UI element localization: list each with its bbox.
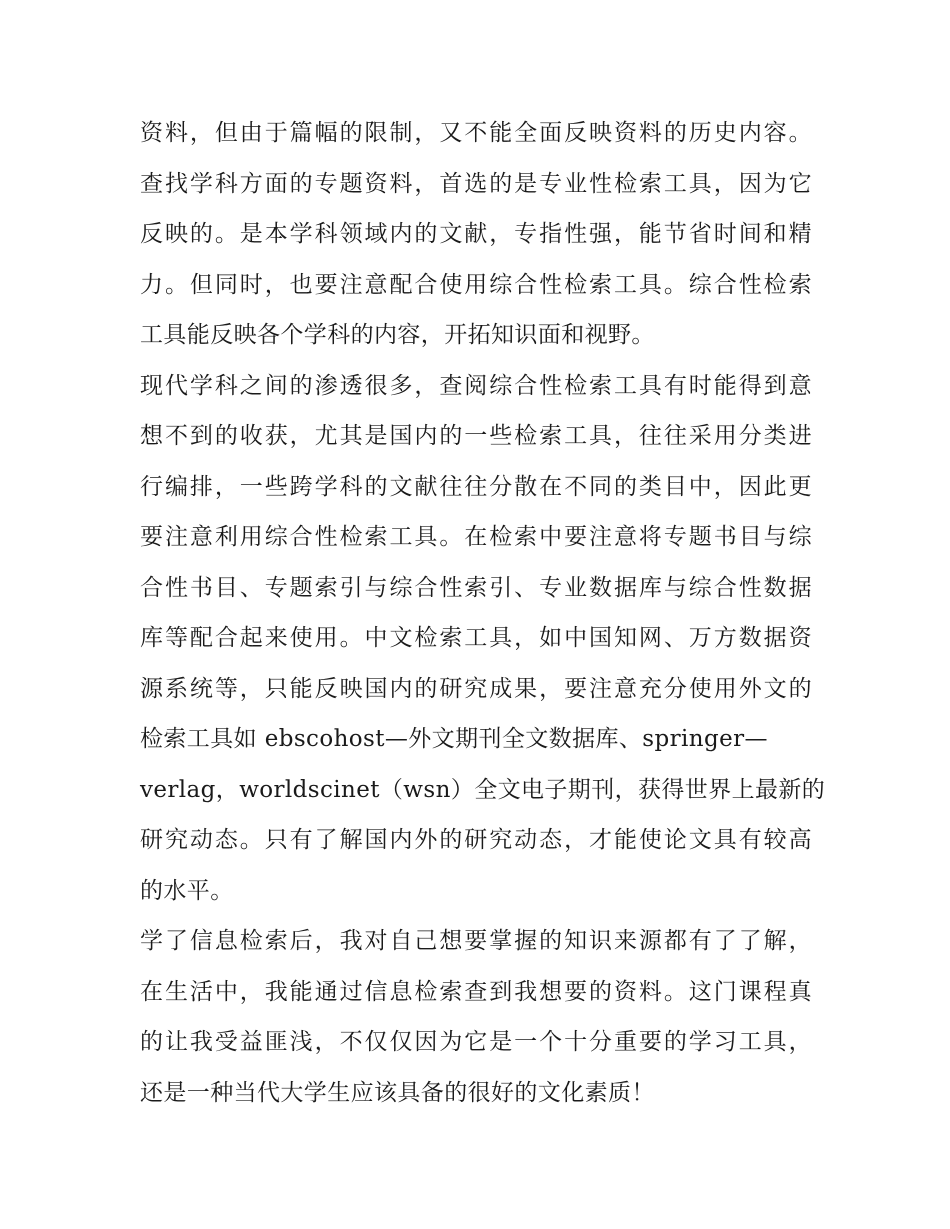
body-text [140,108,826,1118]
text-line: 力。但同时，也要注意配合使用综合性检索工具。综合性检索 [140,271,812,298]
text-line: 的水平。 [140,877,234,904]
text-line: 的让我受益匪浅，不仅仅因为它是一个十分重要的学习工具， [140,1029,812,1055]
text-line: 库等配合起来使用。中文检索工具，如中国知网、万方数据资 [140,625,812,651]
text-line: 还是一种当代大学生应该具备的很好的文化素质！ [140,1079,655,1106]
text-line: 在生活中，我能通过信息检索查到我想要的资料。这门课程真 [140,978,812,1005]
text-line: 反映的。是本学科领域内的文献，专指性强，能节省时间和精 [140,221,812,247]
text-line: 工具能反映各个学科的内容，开拓知识面和视野。 [140,322,655,348]
text-line: 学了信息检索后，我对自己想要掌握的知识来源都有了了解， [140,928,812,954]
text-line: 源系统等，只能反映国内的研究成果，要注意充分使用外文的 [140,675,812,702]
text-line: 想不到的收获，尤其是国内的一些检索工具，往往采用分类进 [140,423,812,449]
text-line: 现代学科之间的渗透很多，查阅综合性检索工具有时能得到意 [140,372,812,399]
text-line: 要注意利用综合性检索工具。在检索中要注意将专题书目与综 [140,524,812,550]
text-line: 行编排，一些跨学科的文献往往分散在不同的类目中，因此更 [140,473,812,500]
text-line: 查找学科方面的专题资料，首选的是专业性检索工具，因为它 [140,170,812,197]
text-line: 研究动态。只有了解国内外的研究动态，才能使论文具有较高 [140,827,812,853]
text-line: 检索工具如 ebscohost—外文期刊全文数据库、springer— [140,726,768,752]
text-line: verlag，worldscinet（wsn）全文电子期刊，获得世界上最新的 [140,776,826,803]
text-line: 合性书目、专题索引与综合性索引、专业数据库与综合性数据 [140,574,812,601]
text-line: 资料，但由于篇幅的限制，又不能全面反映资料的历史内容。 [140,120,812,146]
